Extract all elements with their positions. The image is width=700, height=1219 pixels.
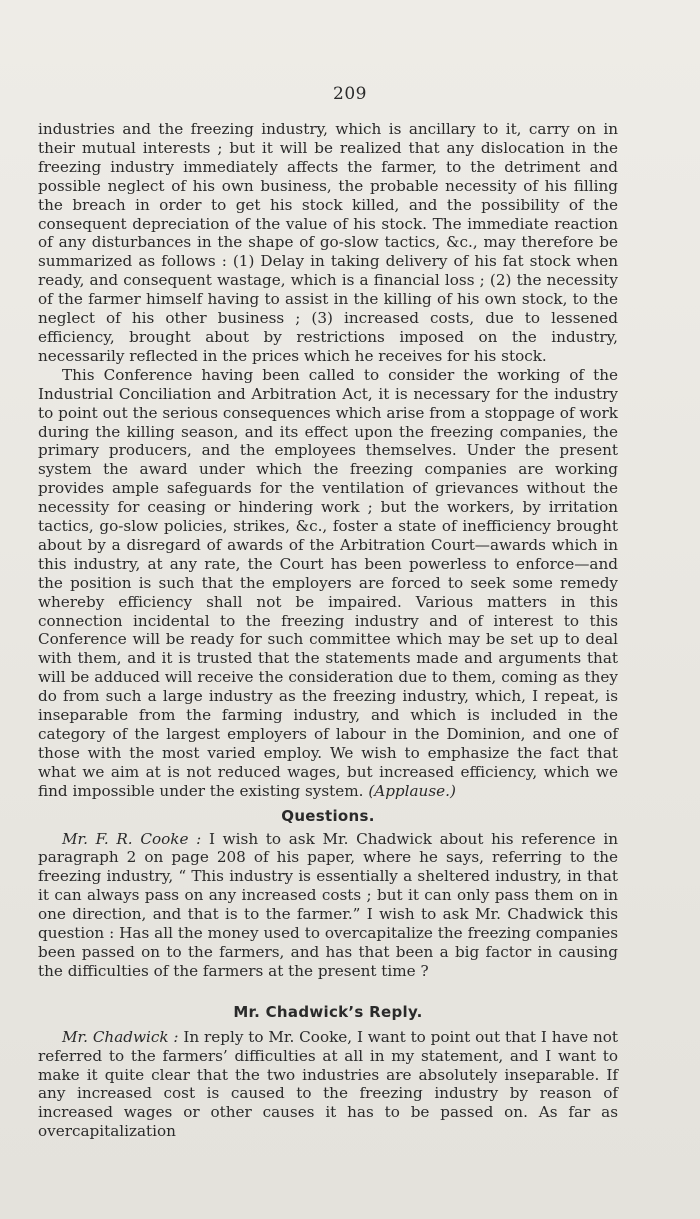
section-heading-reply: Mr. Chadwick’s Reply. — [233, 1002, 423, 1021]
paragraph — [38, 366, 618, 801]
paragraph: industries and the freezing industry, which is ancillary to it, carry on in their mutual interests ; but it will be realized that any dislocation in the freezing industry immediately affects the farmer, to the detriment and possible neglect of his own business, the probable necessity of his filling the breach in order to get his stock killed, and the possibility of the consequent depreciation of the value of his stock. The immediate reaction of any disturbances in the shape of go-slow tactics, &c., may therefore be summarized as follows : (1) Delay in taking delivery of his fat stock when ready, and consequent wastage, which is a financial loss ; (2) the necessity of the farmer himself having to assist in the killing of his own stock, to the neglect of his other business ; (3) increased costs, due to lessened efficiency, brought about by restrictions imposed on the industry, necessarily reflected in the prices which he receives for his stock. — [38, 120, 618, 365]
paragraph-text: This Conference having been called to consider the working of the Industrial Conciliation and Arbitration Act, it is necessary for the industry to point out the serious consequences which arise from a stoppage of work during the killing season, and its effect upon the freezing companies, the primary producers, and the employees themselves. Under the present system the award under which the freezing companies are working provides ample safeguards for the ventilation of grievances without the necessity for ceasing or hindering work ; but the workers, by irritation tactics, go-slow policies, strikes, &c., foster a state of inefficiency brought about by a disregard of awards of the Arbitration Court—awards which in this industry, at any rate, the Court has been powerless to enforce—and the position is such that the employers are forced to seek some remedy whereby efficiency shall not be impaired. Various matters in this connection incidental to the freezing industry and of interest to this Conference will be ready for such committee which may be set up to deal with them, and it is trusted that the statements made and arguments that will be adduced will receive the consideration due to them, coming as they do from such a large industry as the freezing industry, which, I repeat, is inseparable from the farming industry, and which is included in the category of the largest employers of labour in the Dominion, and one of those with the most varied employ. We wish to emphasize the fact that what we aim at is not reduced wages, but increased efficiency, which we find impossible under the existing system. — [38, 365, 618, 800]
question-paragraph — [38, 830, 618, 981]
reply-text: In reply to Mr. Cooke, I want to point out that I have not referred to the farmers’ difficulties at all in my statement, and I want to make it quite clear that the two industries are absolutely inseparable. If any increased cost is caused to the freezing industry by reason of increased wages or other causes it has to be passed on. As far as overcapitalization — [38, 1027, 619, 1141]
speaker-name: Mr. F. R. Cooke : — [62, 829, 202, 848]
question-text: I wish to ask Mr. Chadwick about his reference in paragraph 2 on page 208 of his paper, where he says, referring to the freezing industry, “ This industry is essentially a sheltered industry, in that it can always pass on any increased costs ; but it can only pass them on in one direction, and that is to the farmer.” I wish to ask Mr. Chadwick this question : Has all the money used to overcapitalize the freezing companies been passed on to the farmers, and has that been a big factor in causing the difficulties of the farmers at the present time ? — [38, 829, 618, 980]
reply-paragraph — [38, 1028, 618, 1141]
applause-note: (Applause.) — [368, 781, 456, 800]
section-heading-questions: Questions. — [281, 806, 375, 825]
body-text — [38, 120, 618, 1141]
page-number: 209 — [333, 84, 367, 104]
speaker-name: Mr. Chadwick : — [62, 1027, 179, 1046]
